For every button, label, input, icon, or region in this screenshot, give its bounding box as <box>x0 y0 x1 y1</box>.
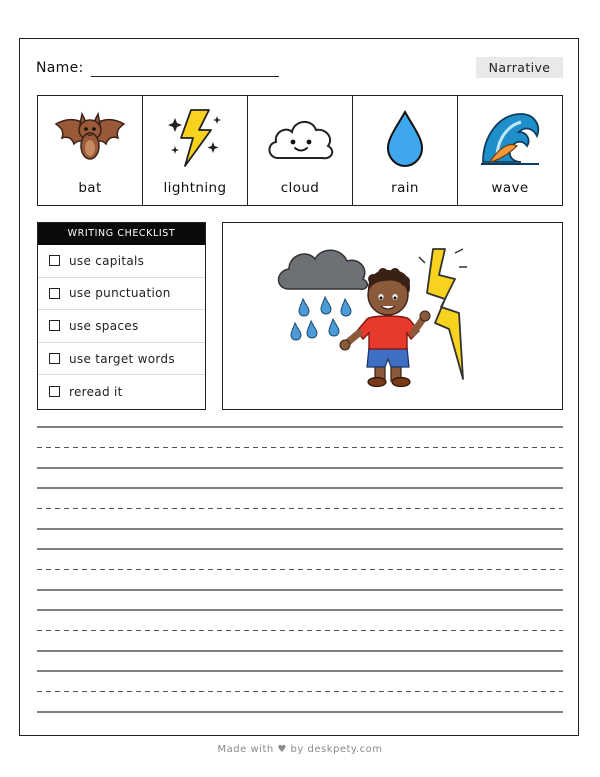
word-card-bat <box>38 96 143 205</box>
checkbox[interactable] <box>49 353 60 364</box>
word-card-rain <box>353 96 458 205</box>
word-label: wave <box>491 180 529 196</box>
checklist-item[interactable] <box>38 245 205 278</box>
word-label: bat <box>78 180 102 196</box>
word-card-lightning <box>143 96 248 205</box>
checklist-item-label: reread it <box>69 384 123 399</box>
raindrop-icon <box>380 106 430 170</box>
wave-icon <box>477 106 543 170</box>
checkbox[interactable] <box>49 288 60 299</box>
word-label: cloud <box>280 180 320 196</box>
story-picture-frame <box>222 222 563 410</box>
heart-icon: ♥ <box>277 744 287 755</box>
checklist-item-label: use target words <box>69 351 175 366</box>
name-label: Name: <box>36 60 84 76</box>
word-card-wave <box>458 96 562 205</box>
footer-made-with: Made with <box>217 744 274 755</box>
lightning-icon <box>165 106 225 170</box>
genre-badge: Narrative <box>476 57 563 78</box>
checklist-item[interactable] <box>38 310 205 343</box>
checklist-item[interactable] <box>38 343 205 376</box>
word-label: rain <box>391 180 419 196</box>
cloud-icon <box>264 106 336 170</box>
checklist-item[interactable] <box>38 278 205 311</box>
checklist-item-label: use spaces <box>69 318 139 333</box>
word-card-cloud <box>248 96 353 205</box>
checkbox[interactable] <box>49 320 60 331</box>
checkbox[interactable] <box>49 255 60 266</box>
checklist-title: WRITING CHECKLIST <box>38 223 205 245</box>
word-label: lightning <box>163 180 227 196</box>
checklist-item[interactable] <box>38 375 205 408</box>
checkbox[interactable] <box>49 386 60 397</box>
footer-site: by deskpety.com <box>290 744 383 755</box>
footer-credit <box>0 744 600 755</box>
bat-icon <box>52 106 128 170</box>
name-input-line[interactable] <box>91 76 279 77</box>
checklist-item-label: use punctuation <box>69 286 171 301</box>
boy-in-storm-illustration <box>223 223 561 408</box>
checklist-item-label: use capitals <box>69 253 145 268</box>
writing-checklist <box>37 222 206 410</box>
writing-lines[interactable] <box>37 426 563 716</box>
word-bank <box>37 95 563 206</box>
